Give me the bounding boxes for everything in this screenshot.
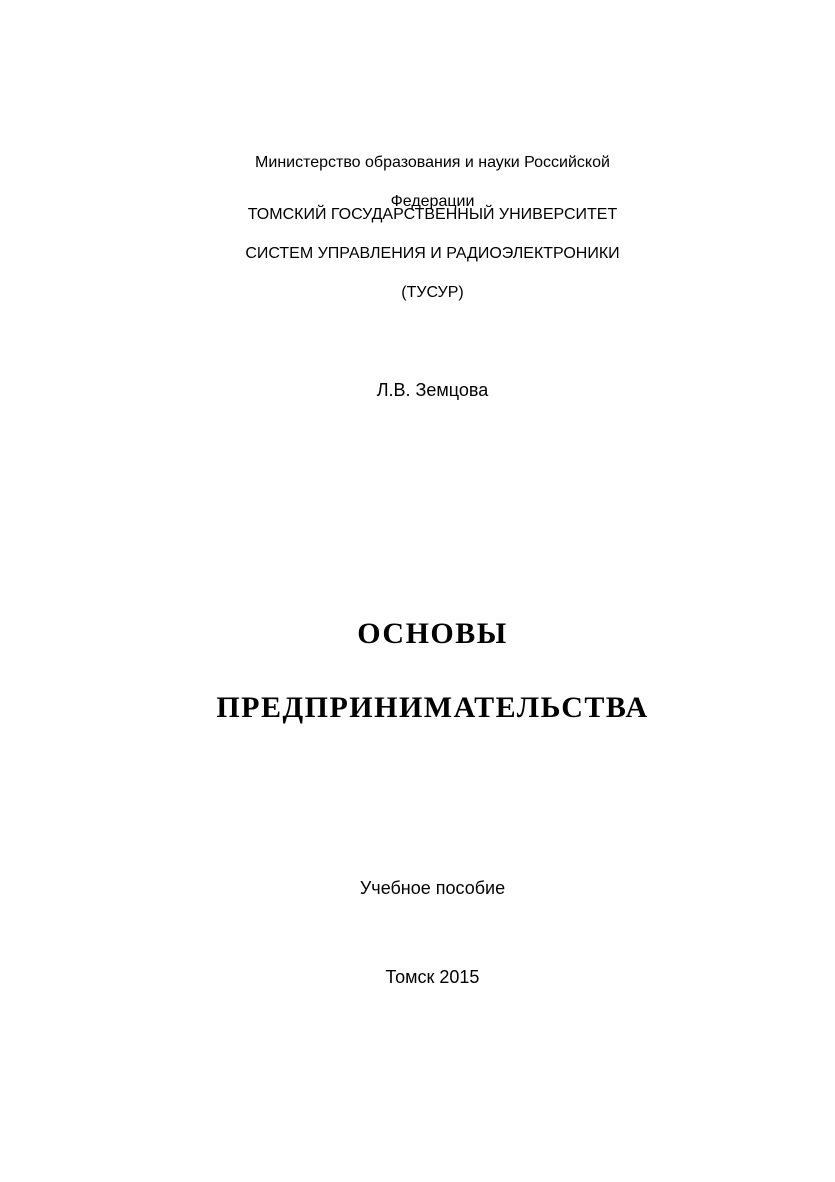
edition-subtitle: Учебное пособие	[359, 878, 506, 898]
book-title-line-1: ОСНОВЫ	[357, 617, 508, 650]
book-title-line-2: ПРЕДПРИНИМАТЕЛЬСТВА	[216, 691, 649, 724]
ministry-line-2: Федерации	[390, 192, 475, 210]
university-line-1: ТОМСКИЙ ГОСУДАРСТВЕННЫЙ УНИВЕРСИТЕТ	[247, 205, 618, 223]
university-abbreviation: (ТУСУР)	[401, 283, 464, 301]
city-year: Томск 2015	[385, 967, 480, 987]
ministry-line-1: Министерство образования и науки Российской	[255, 153, 610, 171]
university-line-2: СИСТЕМ УПРАВЛЕНИЯ И РАДИОЭЛЕКТРОНИКИ	[245, 244, 620, 262]
university-name	[30, 185, 835, 322]
book-title	[30, 578, 835, 763]
author-name: Л.В. Земцова	[376, 380, 489, 400]
